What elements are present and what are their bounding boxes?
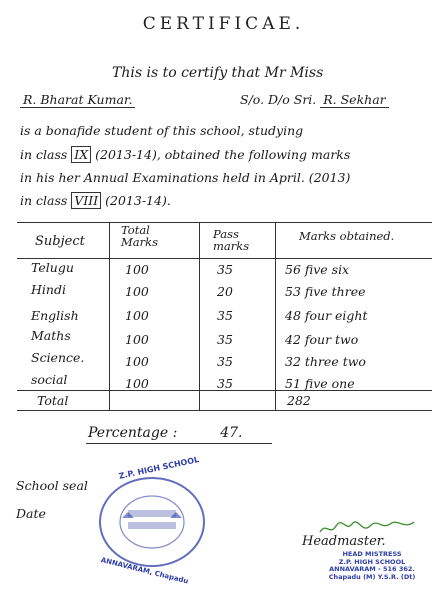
class-previous: VIII [71,192,101,209]
certify-line: This is to certify that Mr Miss [112,65,324,81]
class-current: IX [71,146,91,163]
row-pass: 35 [217,262,233,277]
class-line [20,147,350,162]
row-subject: social [31,372,68,387]
stamp-line-1: HEAD MISTRESS [342,550,402,558]
header-pass-marks: Pass marks [213,227,250,253]
row-total: 100 [125,354,149,369]
certificate-title: CERTIFICAE. [142,14,305,34]
headmaster-label: Headmaster. [302,534,386,549]
stamp-line-3: ANNAVARAM - 516 362. [329,565,415,573]
col-divider-3 [275,222,276,410]
bonafide-line: is a bonafide student of this school, studying [20,123,304,138]
percentage-value: 47. [220,425,243,441]
row-pass: 20 [217,284,233,299]
school-seal-label: School seal [16,478,88,493]
table-bottom-border [17,410,432,411]
percentage-label: Percentage : [88,425,178,441]
percentage-line [88,425,242,441]
header-total-marks: Total Marks [121,223,158,249]
row-obtained: 53 five three [285,284,366,299]
percentage-underline [86,443,272,444]
row-obtained: 32 three two [285,354,366,369]
header-divider [17,258,432,259]
header-subject: Subject [35,234,85,249]
row-total: 100 [125,332,149,347]
header-marks-obtained: Marks obtained. [299,229,395,243]
total-value: 282 [287,393,311,408]
row-subject: Hindi [31,282,66,297]
row-subject: Science. [31,350,85,365]
total-label: Total [37,393,69,408]
prev-class-prefix: in class [20,193,68,208]
row-subject: Maths [31,328,71,343]
student-name: R. Bharat Kumar. [20,92,135,108]
row-subject: Telugu [31,260,74,275]
class-suffix: (2013-14), obtained the following marks [95,147,351,162]
table-top-border [17,222,432,223]
row-total: 100 [125,262,149,277]
stamp-line-4: Chapadu (M) Y.S.R. (Dt) [328,572,416,581]
relation-label: S/o. D/o Sri. [240,92,317,107]
student-name-line [20,92,135,107]
class-prefix: in class [20,147,68,162]
headmaster-stamp [312,551,432,581]
row-obtained: 56 five six [285,262,350,277]
exam-line: in his her Annual Examinations held in April. (2013) [20,170,351,185]
prev-class-line [20,193,171,208]
school-seal-stamp [96,472,208,572]
date-label: Date [16,506,46,521]
marks-table [17,222,432,410]
row-obtained: 42 four two [285,332,359,347]
row-pass: 35 [217,308,233,323]
seal-text-bottom: ANNAVARAM, Chapadu [100,556,190,586]
row-obtained: 51 five one [285,376,355,391]
parent-line [240,92,389,107]
stamp-line-2: Z.P. HIGH SCHOOL [338,557,406,566]
seal-text-top: Z.P. HIGH SCHOOL [118,454,200,481]
row-pass: 35 [217,332,233,347]
row-total: 100 [125,284,149,299]
row-total: 100 [125,308,149,323]
row-total: 100 [125,376,149,391]
col-divider-2 [199,222,200,410]
row-pass: 35 [217,376,233,391]
row-subject: English [31,308,79,323]
row-pass: 35 [217,354,233,369]
row-obtained: 48 four eight [285,308,368,323]
parent-name: R. Sekhar [320,92,388,108]
prev-class-suffix: (2013-14). [105,193,171,208]
col-divider-1 [109,222,110,410]
